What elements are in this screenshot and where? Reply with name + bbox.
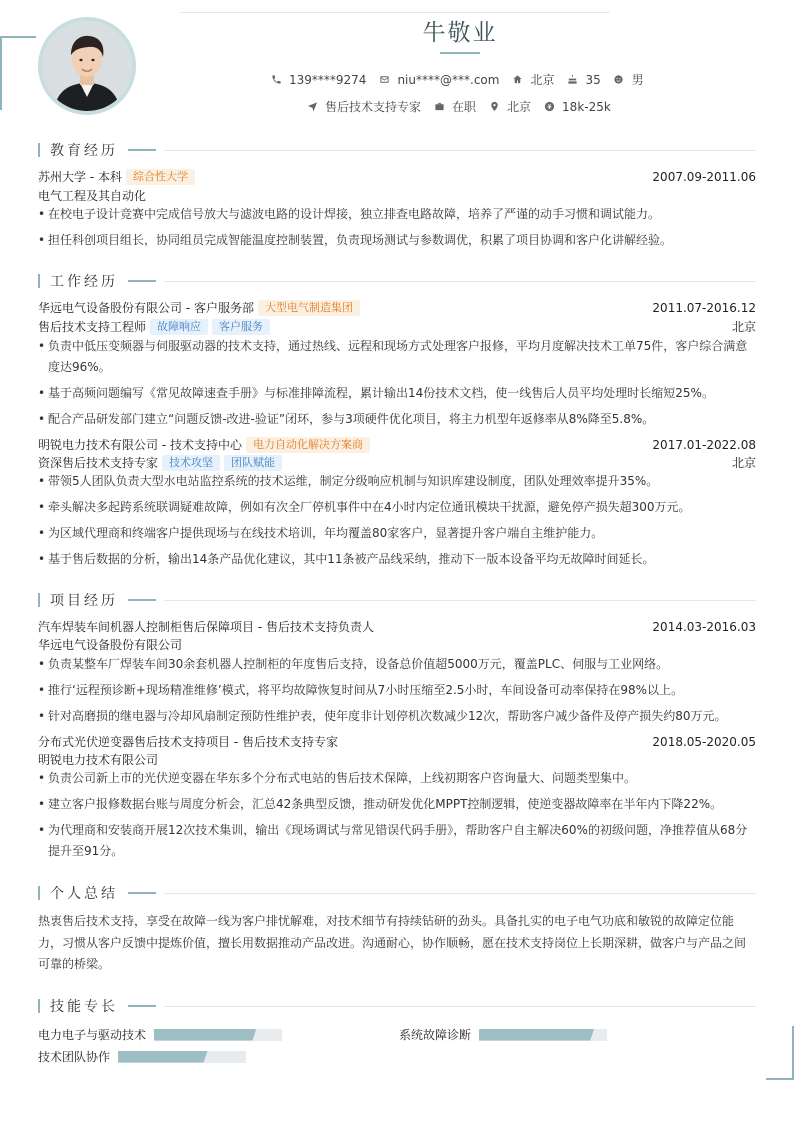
skill-item	[399, 1026, 607, 1043]
work-title-row	[38, 318, 756, 335]
section-title-education: 教育经历	[50, 143, 118, 159]
work-title-row	[38, 454, 756, 471]
section-projects	[38, 591, 756, 609]
skill-bar	[479, 1029, 607, 1041]
project-company-row	[38, 751, 756, 768]
section-title-projects: 项目经历	[50, 593, 118, 609]
education-date: 2007.09-2011.06	[652, 169, 756, 184]
section-summary	[38, 884, 756, 902]
summary-text: 热衷售后技术支持，享受在故障一线为客户排忧解难，对技术细节有持续钻研的劲头。具备扎实的电子电气功底和敏锐的故障定位能力，习惯从客户反馈中提炼价值，擅长用数据推动产品改进。沟通耐心，协作顺畅，愿在技术支持岗位上长期深耕，做客户与产品之间可靠的桥梁。	[38, 914, 747, 971]
project-bullet: • 推行‘远程预诊断+现场精准维修’模式，将平均故障恢复时间从7小时压缩至2.5小时，车间设备可动率保持在98%以上。	[38, 680, 756, 701]
skill-name: 电力电子与驱动技术	[38, 1028, 147, 1042]
project-bullet: • 负责某整车厂焊装车间30余套机器人控制柜的年度售后支持，设备总价值超5000万元，覆盖PLC、伺服与工业网络。	[38, 654, 756, 675]
skill-bar-fill	[154, 1029, 256, 1041]
skill-name: 技术团队协作	[38, 1050, 111, 1064]
phone-icon	[270, 74, 282, 86]
gender-text: 男	[631, 73, 644, 87]
email-text: niu****@***.com	[397, 72, 500, 87]
salary-item	[543, 100, 611, 114]
work-bullet: • 配合产品研发部门建立“问题反馈-改进-验证”闭环，参与3项硬件优化项目，将主力机型年返修率从8%降至5.8%。	[38, 409, 756, 430]
school-tag: 综合性大学	[126, 169, 195, 185]
skill-bar	[154, 1029, 282, 1041]
section-work	[38, 272, 756, 290]
section-education	[38, 141, 756, 159]
work-bullet: • 牵头解决多起跨系统联调疑难故障，例如有次全厂停机事件中在4小时内定位通讯模块干扰源，避免停产损失超300万元。	[38, 497, 756, 518]
work-bullet: • 带领5人团队负责大型水电站监控系统的技术运维，制定分级响应机制与知识库建设制度，团队处理效率提升35%。	[38, 471, 756, 492]
project-header	[38, 733, 756, 750]
work-header	[38, 299, 756, 316]
status-text: 在职	[452, 100, 477, 114]
education-major-row	[38, 187, 756, 204]
phone-item	[270, 73, 366, 87]
work-date: 2017.01-2022.08	[652, 437, 756, 452]
target-city-item	[488, 98, 531, 115]
company-tag: 大型电气制造集团	[258, 300, 360, 316]
skill-tag: 技术攻坚	[162, 455, 220, 471]
cake-icon	[566, 74, 578, 86]
project-bullet: • 负责公司新上市的光伏逆变器在华东多个分布式电站的售后技术保障，上线初期客户咨询量大、问题类型集中。	[38, 768, 756, 789]
status-item	[433, 98, 476, 115]
project-date: 2018.05-2020.05	[652, 734, 756, 749]
work-location: 北京	[731, 456, 756, 470]
skill-tag: 故障响应	[150, 319, 208, 335]
email-item	[378, 73, 499, 87]
position-text: 售后技术支持专家	[325, 100, 422, 114]
work-header	[38, 436, 756, 453]
skill-item	[38, 1048, 246, 1065]
city-item	[511, 71, 554, 88]
briefcase-icon	[433, 101, 445, 113]
email-icon	[378, 74, 390, 86]
project-company-row	[38, 636, 756, 653]
job-intent-row	[306, 98, 623, 115]
age-item	[566, 73, 600, 87]
project-date: 2014.03-2016.03	[652, 619, 756, 634]
section-title-work: 工作经历	[50, 274, 118, 290]
major: 电气工程及其自动化	[38, 189, 147, 203]
project-bullet: • 建立客户报修数据台账与周度分析会，汇总42条典型反馈，推动研发优化MPPT控制逻辑，使逆变器故障率在半年内下降22%。	[38, 794, 756, 815]
job-title: 售后技术支持工程师	[38, 320, 147, 334]
skill-tag: 团队赋能	[224, 455, 282, 471]
job-title: 资深售后技术支持专家	[38, 456, 159, 470]
skill-item	[38, 1026, 282, 1043]
contact-row	[270, 71, 656, 88]
project-company: 明锐电力技术有限公司	[38, 753, 159, 767]
gender-icon	[613, 74, 625, 86]
send-icon	[306, 101, 318, 113]
skill-bar-fill	[118, 1051, 208, 1063]
school-line: 苏州大学 - 本科	[38, 170, 122, 184]
city-text: 北京	[530, 73, 555, 87]
company-line: 华远电气设备股份有限公司 - 客户服务部	[38, 301, 254, 315]
work-bullet: • 负责中低压变频器与伺服驱动器的技术支持，通过热线、远程和现场方式处理客户报修，平均月度解决技术工单75件，客户综合满意度达96%。	[38, 336, 756, 378]
project-bullet: • 为代理商和安装商开展12次技术集训，输出《现场调试与常见错误代码手册》，帮助客户自主解决60%的初级问题，净推荐值从68分提升至91分。	[38, 820, 756, 862]
salary-icon	[543, 101, 555, 113]
skill-name: 系统故障诊断	[399, 1028, 472, 1042]
salary-text: 18k-25k	[562, 99, 611, 114]
education-bullet: • 在校电子设计竞赛中完成信号放大与滤波电路的设计焊接，独立排查电路故障，培养了严谨的动手习惯和调试能力。	[38, 204, 756, 225]
target-city-text: 北京	[507, 100, 532, 114]
candidate-name: 牛敬业	[422, 20, 498, 46]
company-line: 明锐电力技术有限公司 - 技术支持中心	[38, 438, 242, 452]
section-title-skills: 技能专长	[50, 999, 118, 1015]
education-bullet: • 担任科创项目组长，协同组员完成智能温度控制装置，负责现场测试与参数调优，积累了项目协调和客户化讲解经验。	[38, 230, 756, 251]
work-bullet: • 基于售后数据的分析，输出14条产品优化建议，其中11条被产品线采纳，推动下一版本设备平均无故障时间延长。	[38, 549, 756, 570]
corner-decoration-bottom-right	[766, 1026, 794, 1080]
project-title: 汽车焊装车间机器人控制柜售后保障项目 - 售后技术支持负责人	[38, 620, 374, 634]
skill-tag: 客户服务	[212, 319, 270, 335]
project-company: 华远电气设备股份有限公司	[38, 638, 183, 652]
phone-text: 139****9274	[289, 72, 367, 87]
position-item	[306, 98, 421, 115]
location-icon	[488, 101, 500, 113]
education-header	[38, 168, 756, 185]
skill-bar	[118, 1051, 246, 1063]
gender-item	[613, 71, 644, 88]
project-title: 分布式光伏逆变器售后技术支持项目 - 售后技术支持专家	[38, 735, 338, 749]
project-header	[38, 618, 756, 635]
company-tag: 电力自动化解决方案商	[246, 437, 370, 453]
section-skills	[38, 997, 756, 1015]
work-location: 北京	[731, 320, 756, 334]
work-date: 2011.07-2016.12	[652, 300, 756, 315]
top-divider	[180, 12, 610, 13]
home-icon	[511, 74, 523, 86]
name-underline	[440, 52, 480, 54]
work-bullet: • 为区域代理商和终端客户提供现场与在线技术培训，年均覆盖80家客户，显著提升客户端自主维护能力。	[38, 523, 756, 544]
work-bullet: • 基于高频问题编写《常见故障速查手册》与标准排障流程，累计输出14份技术文档，使一线售后人员平均处理时长缩短25%。	[38, 383, 756, 404]
section-title-summary: 个人总结	[50, 886, 118, 902]
age-text: 35	[585, 72, 601, 87]
skill-bar-fill	[479, 1029, 594, 1041]
project-bullet: • 针对高磨损的继电器与冷却风扇制定预防性维护表，使年度非计划停机次数减少12次，帮助客户减少备件及停产损失约80万元。	[38, 706, 756, 727]
